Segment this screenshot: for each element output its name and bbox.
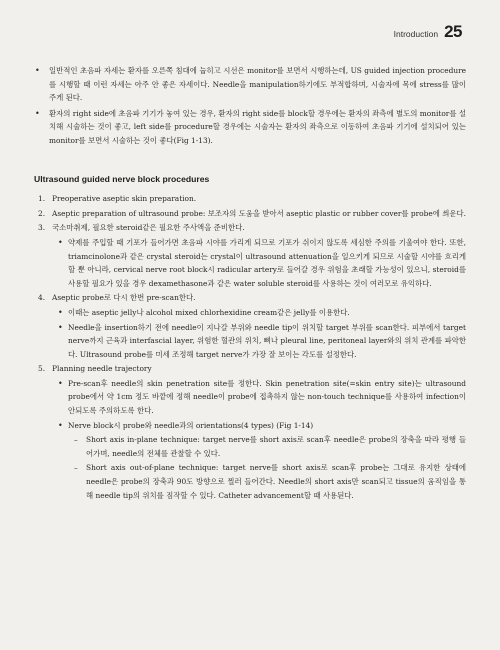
section-heading: Ultrasound guided nerve block procedures — [34, 173, 210, 184]
technique-text: Short axis in-plane technique: target nerve를 short axis로 scan후 needle은 probe의 장축을 따라 평행 들어가며, needle의 전체를 관찰할 수 있다. — [86, 435, 466, 458]
step-bullet — [58, 236, 466, 290]
step-number: 1. — [38, 194, 46, 204]
technique-text: Short axis out-of-plane technique: target nerve를 short axis로 scan후 probe는 그대로 유지한 상태에 needle은 probe의 장축과 90도 방향으로 찔러 들어간다. Needle의 short axis만 scan되고 tissue의 움직임을 통해 needle tip의 위치를 짐작할 수 있다. Catheter advancement할 때 사용된다. — [86, 463, 466, 500]
procedure-step — [34, 207, 466, 221]
bullet-icon: • — [58, 237, 63, 247]
bullet-text: 약제를 주입할 때 기포가 들어가면 초음파 시야를 가리게 되므로 기포가 쉬이지 않도록 세심한 주의를 기울여야 한다. 또한, triamcinolone과 같은 crystal steroid는 crystal이 ultrasound attenuation을 일으키게 되므로 시술할 시야를 흐리게 할 뿐 아니라, cervical nerve root block시 radicular artery로 들어갈 경우 위험을 초래할 가능성이 있으니, steroid를 사용할 필요가 있을 경우 dexamethasone과 같은 water soluble steroid를 사용하는 것이 여러모로 유익하다. — [68, 237, 466, 288]
page-header — [394, 22, 462, 42]
step-text: Aseptic preparation of ultrasound probe: 보조자의 도움을 받아서 aseptic plastic or rubber cover를 probe에 씌운다. — [52, 208, 466, 218]
procedure-step — [34, 291, 466, 305]
bullet-icon: • — [58, 378, 63, 388]
step-bullet — [58, 321, 466, 362]
body-text — [34, 64, 466, 503]
step-bullet — [58, 306, 466, 320]
procedure-step — [34, 362, 466, 376]
paragraph: 일반적인 초음파 자세는 환자를 오른쪽 침대에 눕히고 시선은 monitor를 보면서 시행하는데, US guided injection procedure를 시행할 때 이런 자세는 아주 안 좋은 자세이다. Needle을 manipulation하기에도 부적합하며, 시술자에 목에 stress를 많이 주게 된다. — [49, 66, 466, 103]
dash-icon: – — [74, 463, 78, 473]
step-text: Aseptic probe로 다시 한번 pre-scan한다. — [52, 293, 196, 303]
step-bullet — [58, 377, 466, 418]
step-text: Preoperative aseptic skin preparation. — [52, 194, 197, 204]
paragraph: 환자의 right side에 초음파 기기가 놓여 있는 경우, 환자의 right side를 block할 경우에는 환자의 좌측에 별도의 monitor를 설치해 시술하는 것이 좋고, left side를 procedure할 경우에는 시술자는 환자의 좌측으로 이동하여 초음파 기기에 설치되어 있는 monitor를 보면서 시술하는 것이 좋다(Fig 1-13). — [49, 108, 466, 145]
section-title: Introduction — [393, 29, 439, 39]
step-number: 3. — [38, 223, 46, 233]
procedure-step — [34, 221, 466, 235]
bullet-icon: • — [58, 420, 63, 430]
step-text: 국소마취제, 필요한 steroid같은 필요한 주사액을 준비한다. — [52, 223, 245, 233]
step-text: Planning needle trajectory — [52, 364, 152, 374]
bullet-text: Nerve block시 probe와 needle과의 orientations(4 types) (Fig 1-14) — [68, 420, 314, 430]
dash-icon: – — [74, 435, 78, 445]
technique-item — [74, 433, 466, 460]
page-number: 25 — [444, 22, 462, 41]
technique-item — [74, 461, 466, 502]
bullet-text: Pre-scan후 needle의 skin penetration site를 정한다. Skin penetration site(=skin entry site)는 ultrasound probe에서 약 1cm 정도 바깥에 정해 needle이 probe에 접촉하지 않는 non-touch technique를 사용하여 infection이 안되도록 주의하도록 한다. — [68, 378, 466, 416]
intro-bullet — [34, 107, 466, 148]
procedure-step — [34, 192, 466, 206]
intro-bullet — [34, 64, 466, 105]
bullet-icon: • — [58, 307, 63, 317]
step-number: 4. — [38, 293, 46, 303]
step-bullet — [58, 419, 466, 433]
bullet-text: 이때는 aseptic jelly나 alcohol mixed chlorhexidine cream같은 jelly를 이용한다. — [68, 307, 350, 317]
bullet-icon: • — [35, 66, 40, 75]
bullet-icon: • — [58, 322, 63, 332]
bullet-text: Needle을 insertion하기 전에 needle이 지나갈 부위와 needle tip이 위치할 target 부위를 scan한다. 피부에서 target nerve까지 근육과 interfascial layer, 위험한 혈관의 위치, 뼈나 pleural line, peritoneal layer와의 위치 관계를 파악한다. Ultrasound probe를 미세 조정해 target nerve가 가장 잘 보이는 각도를 설정한다. — [68, 322, 466, 359]
bullet-icon: • — [35, 108, 40, 118]
step-number: 2. — [38, 208, 46, 218]
step-number: 5. — [38, 364, 46, 374]
